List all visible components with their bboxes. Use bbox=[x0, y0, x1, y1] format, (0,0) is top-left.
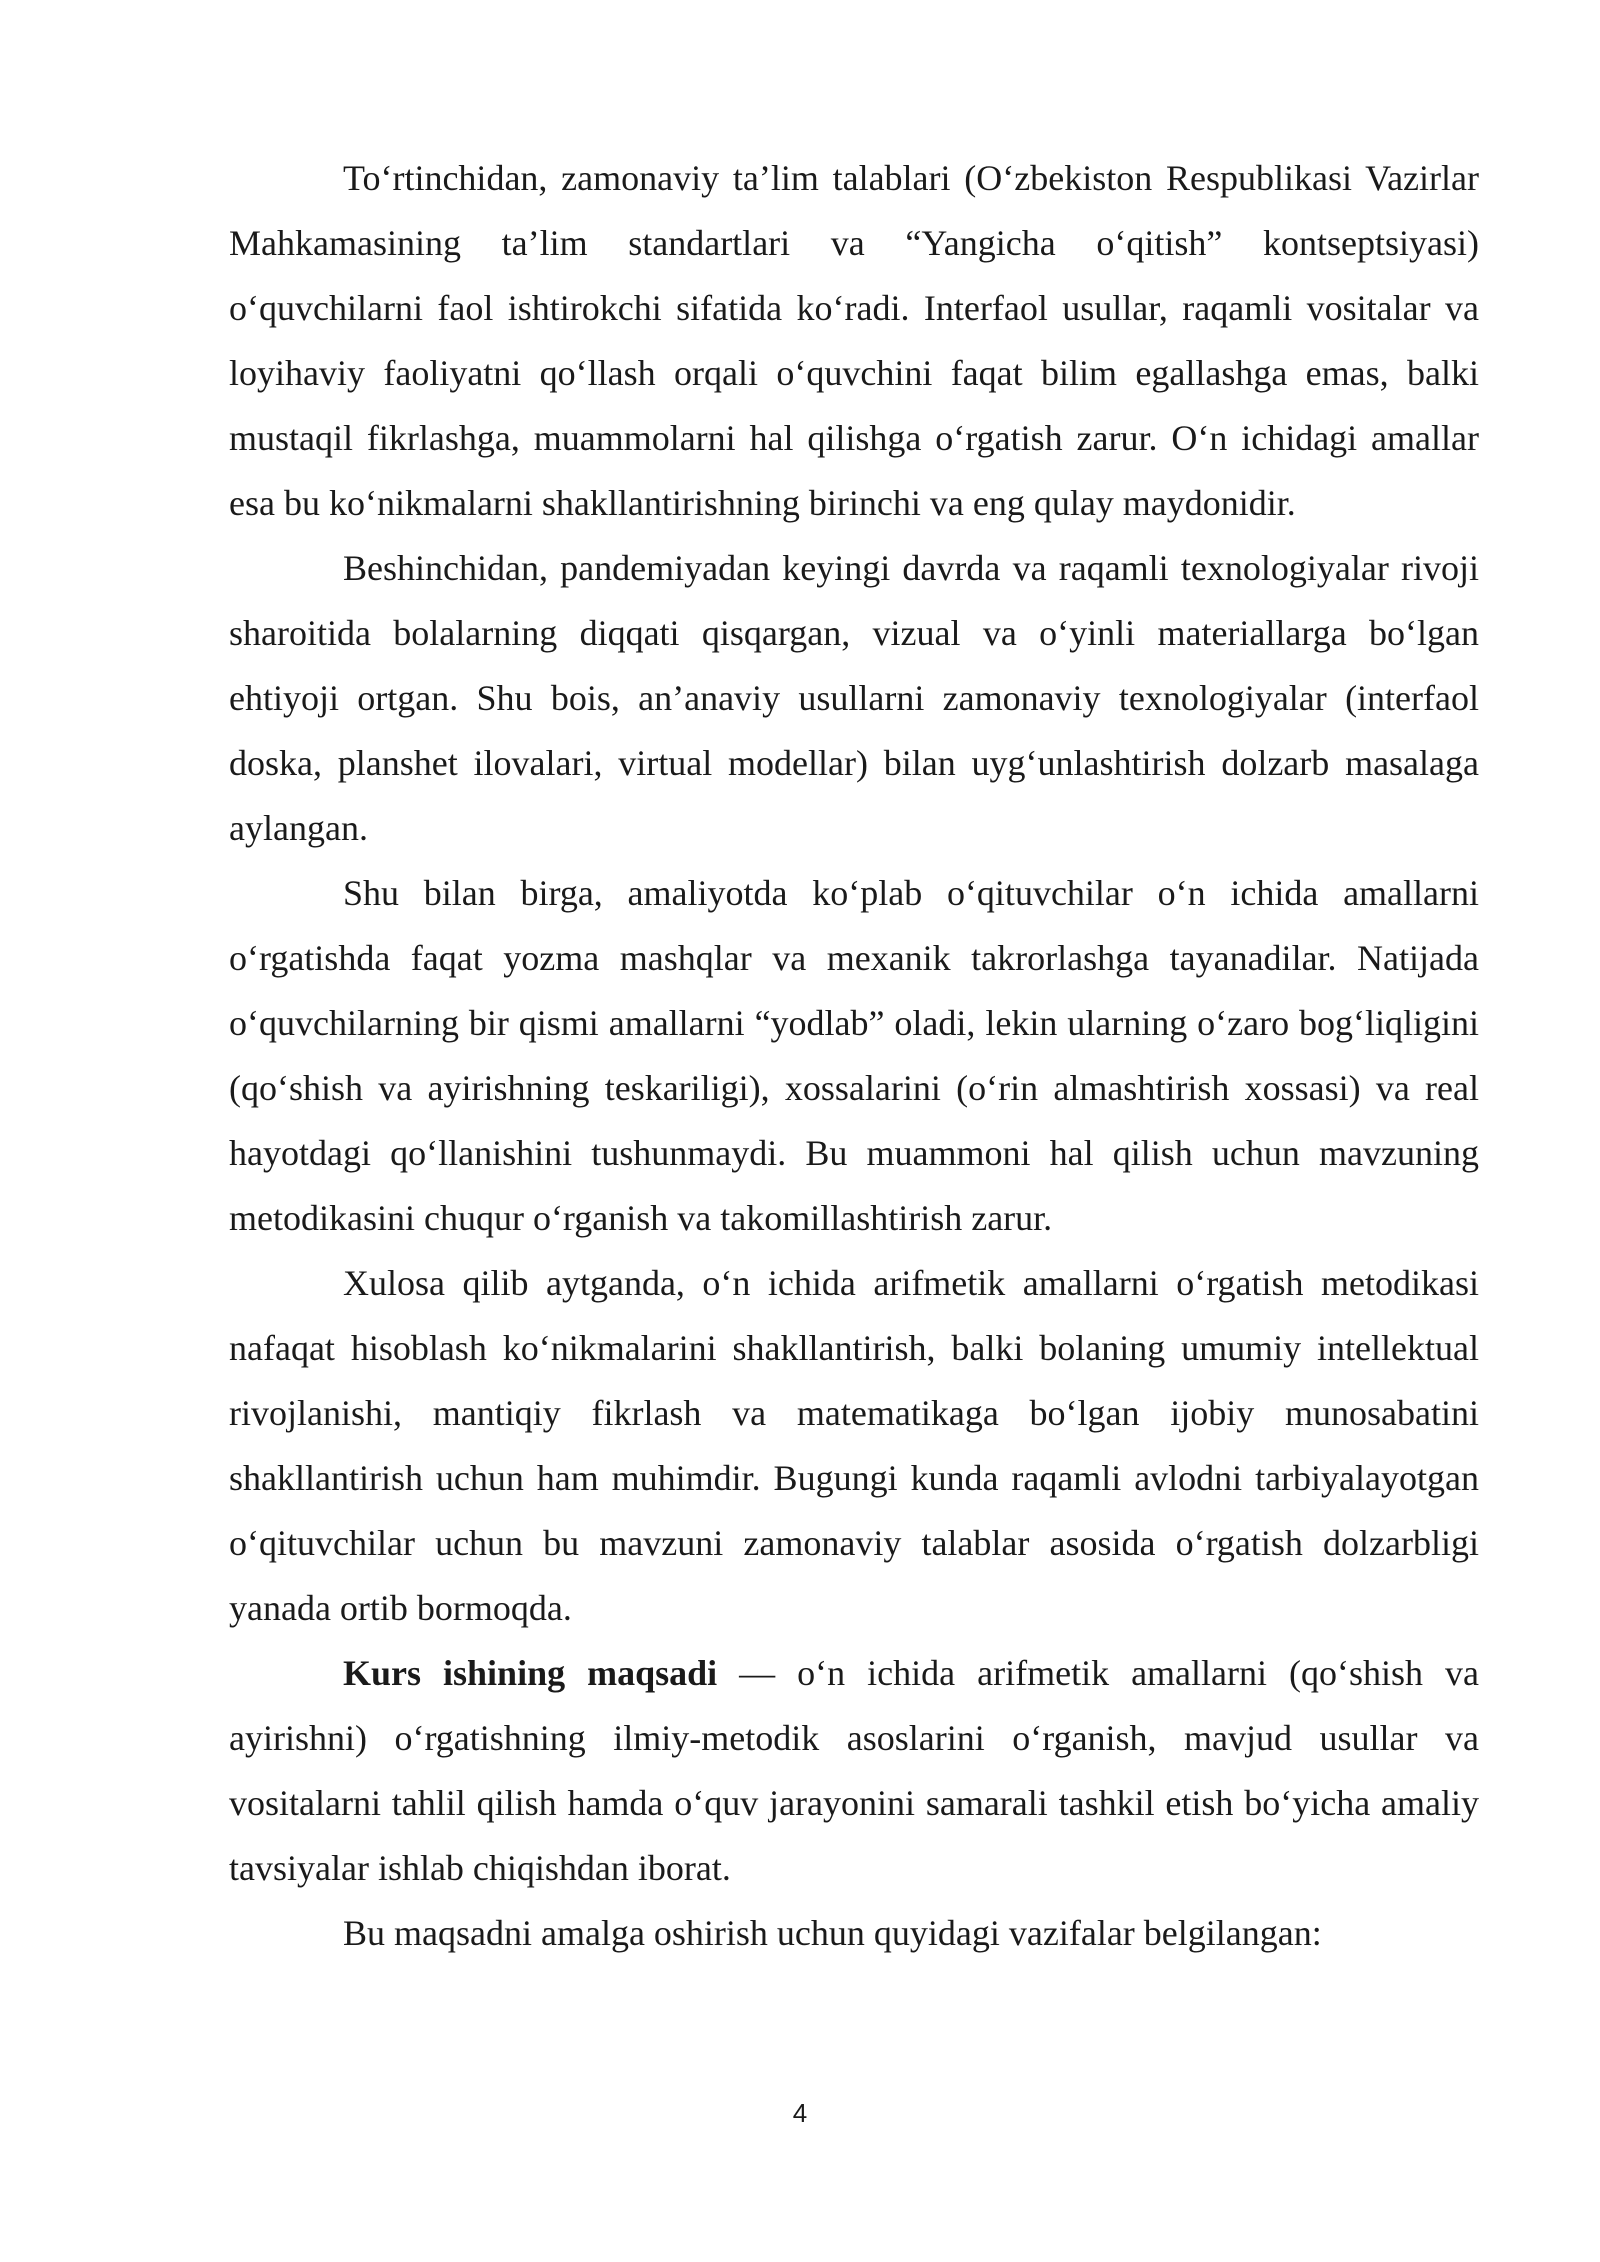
paragraph-fifth-reason bbox=[229, 536, 1479, 861]
paragraph-practice-issue bbox=[229, 861, 1479, 1251]
paragraph-course-goal bbox=[229, 1641, 1479, 1901]
paragraph-conclusion bbox=[229, 1251, 1479, 1641]
page-number: 4 bbox=[792, 2098, 808, 2128]
paragraph-text: Beshinchidan, pandemiyadan keyingi davrda va raqamli texnologiyalar rivoji sharoitida bolalarning diqqati qisqargan, vizual va o‘yinli materiallarga bo‘lgan ehtiyoji ortgan. Shu bois, an’anaviy usullarni zamonaviy texnologiyalar (interfaol doska, planshet ilovalari, virtual modellar) bilan uyg‘unlashtirish dolzarb masalaga aylangan. bbox=[229, 548, 1479, 848]
paragraph-text: Shu bilan birga, amaliyotda ko‘plab o‘qituvchilar o‘n ichida amallarni o‘rgatishda faqat yozma mashqlar va mexanik takrorlashga tayanadilar. Natijada o‘quvchilarning bir qismi amallarni “yodlab” oladi, lekin ularning o‘zaro bog‘liqligini (qo‘shish va ayirishning teskariligi), xossalarini (o‘rin almashtirish xossasi) va real hayotdagi qo‘llanishini tushunmaydi. Bu muammoni hal qilish uchun mavzuning metodikasini chuqur o‘rganish va takomillashtirish zarur. bbox=[229, 873, 1479, 1238]
paragraph-tasks-intro bbox=[229, 1901, 1479, 1966]
course-goal-heading: Kurs ishining maqsadi bbox=[343, 1653, 718, 1693]
document-body bbox=[229, 146, 1479, 1966]
paragraph-fourth-reason bbox=[229, 146, 1479, 536]
paragraph-text: Xulosa qilib aytganda, o‘n ichida arifmetik amallarni o‘rgatish metodikasi nafaqat hisoblash ko‘nikmalarini shakllantirish, balki bolaning umumiy intellektual rivojlanishi, mantiqiy fikrlash va matematikaga bo‘lgan ijobiy munosabatini shakllantirish uchun ham muhimdir. Bugungi kunda raqamli avlodni tarbiyalayotgan o‘qituvchilar uchun bu mavzuni zamonaviy talablar asosida o‘rgatish dolzarbligi yanada ortib bormoqda. bbox=[229, 1263, 1479, 1628]
paragraph-text: To‘rtinchidan, zamonaviy ta’lim talablari (O‘zbekiston Respublikasi Vazirlar Mahkamasining ta’lim standartlari va “Yangicha o‘qitish” kontseptsiyasi) o‘quvchilarni faol ishtirokchi sifatida ko‘radi. Interfaol usullar, raqamli vositalar va loyihaviy faoliyatni qo‘llash orqali o‘quvchini faqat bilim egallashga emas, balki mustaqil fikrlashga, muammolarni hal qilishga o‘rgatish zarur. O‘n ichidagi amallar esa bu ko‘nikmalarni shakllantirishning birinchi va eng qulay maydonidir. bbox=[229, 158, 1479, 523]
paragraph-text: Bu maqsadni amalga oshirish uchun quyidagi vazifalar belgilangan: bbox=[343, 1913, 1322, 1953]
paragraph-text: — o‘n ichida arifmetik amallarni (qo‘shish va ayirishni) o‘rgatishning ilmiy-metodik asoslarini o‘rganish, mavjud usullar va vositalarni tahlil qilish hamda o‘quv jarayonini samarali tashkil etish bo‘yicha amaliy tavsiyalar ishlab chiqishdan iborat. bbox=[229, 1653, 1479, 1888]
